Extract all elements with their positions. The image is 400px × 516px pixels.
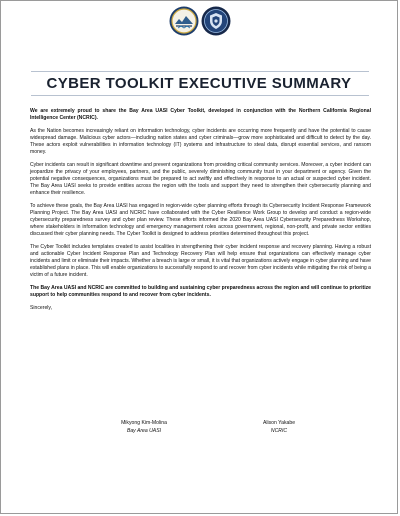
document-body: [30, 108, 371, 317]
bay-area-uasi-seal-icon: [169, 6, 199, 36]
salutation: Sincerely,: [30, 304, 52, 311]
signatory-name: Mikyong Kim-Molina: [121, 420, 167, 426]
body-paragraph: Cyber incidents can result in significant downtime and prevent organizations from providing critical community services. Moreover, a cyber incident can jeopardize the privacy of your employees, partners, and the public, severely diminishing community trust in your department or agency. Given the potential negative consequences, organizations must be prepared to act swiftly and effectively in response to an actual or suspected cyber incident. The Bay Area UASI seeks to provide entities across the region with the tools and support they need to strengthen their cybersecurity planning and enhance their resilience.: [30, 161, 371, 197]
signature-block-ncric: [229, 419, 329, 435]
signatory-organization: Bay Area UASI: [126, 428, 162, 434]
signatory-name: Alison Yakabe: [262, 420, 296, 426]
page-title: CYBER TOOLKIT EXECUTIVE SUMMARY: [46, 75, 352, 92]
signature-block-uasi: [89, 419, 199, 435]
closing-commitment-paragraph: The Bay Area UASI and NCRIC are committed to building and sustaining cyber preparedness across the region and will continue to prioritize support to help communities respond to and recover from cyber incidents.: [30, 284, 371, 299]
intro-paragraph: We are extremely proud to share the Bay Area UASI Cyber Toolkit, developed in conjunction with the Northern California Regional Intelligence Center (NCRIC).: [30, 108, 371, 122]
body-paragraph: To achieve these goals, the Bay Area UASI has engaged in region-wide cyber planning efforts through its Cybersecurity Incident Response Framework Planning Project. The Bay Area UASI and NCRIC have collaborated with the Cyber Resilience Work Group to develop and conduct a region-wide cybersecurity preparedness survey and cyber plan review. These efforts informed the 2020 Bay Area UASI Cybersecurity Preparedness Workshop, where stakeholders in information technology and emergency management roles across government, regional, non-profit, and private sector entities discussed their cyber planning needs. The Cyber Toolkit is designed to address priorities determined throughout this project.: [30, 202, 371, 238]
ncric-cyber-security-seal-icon: [201, 6, 231, 36]
title-top-rule: [31, 71, 369, 72]
signatory-organization: NCRIC: [270, 428, 288, 434]
body-paragraph: As the Nation becomes increasingly reliant on information technology, cyber incidents are occurring more frequently and have the potential to cause widespread damage. Malicious cyber actors—including nation states and cyber criminals—grow more sophisticated and difficult to detect by the day. These actors exploit vulnerabilities in information technology (IT) systems and infrastructure to steal data, disrupt essential services, and ransom money.: [30, 127, 371, 156]
body-paragraph: The Cyber Toolkit includes templates created to assist localities in strengthening their cyber incident response and recovery planning. Having a robust and actionable Cyber Incident Response Plan and Technology Recovery Plan will help ensure that organizations can effectively manage cyber incidents and limit or eliminate their impacts. Whether a breach is large or small, it is vital that organizations actively engage in cyber planning and have established plans in place. This will enable organizations to successfully respond to and recover from cyber incidents while mitigating the risk of being a victim of a future incident.: [30, 243, 371, 279]
title-bottom-rule: [31, 95, 369, 96]
